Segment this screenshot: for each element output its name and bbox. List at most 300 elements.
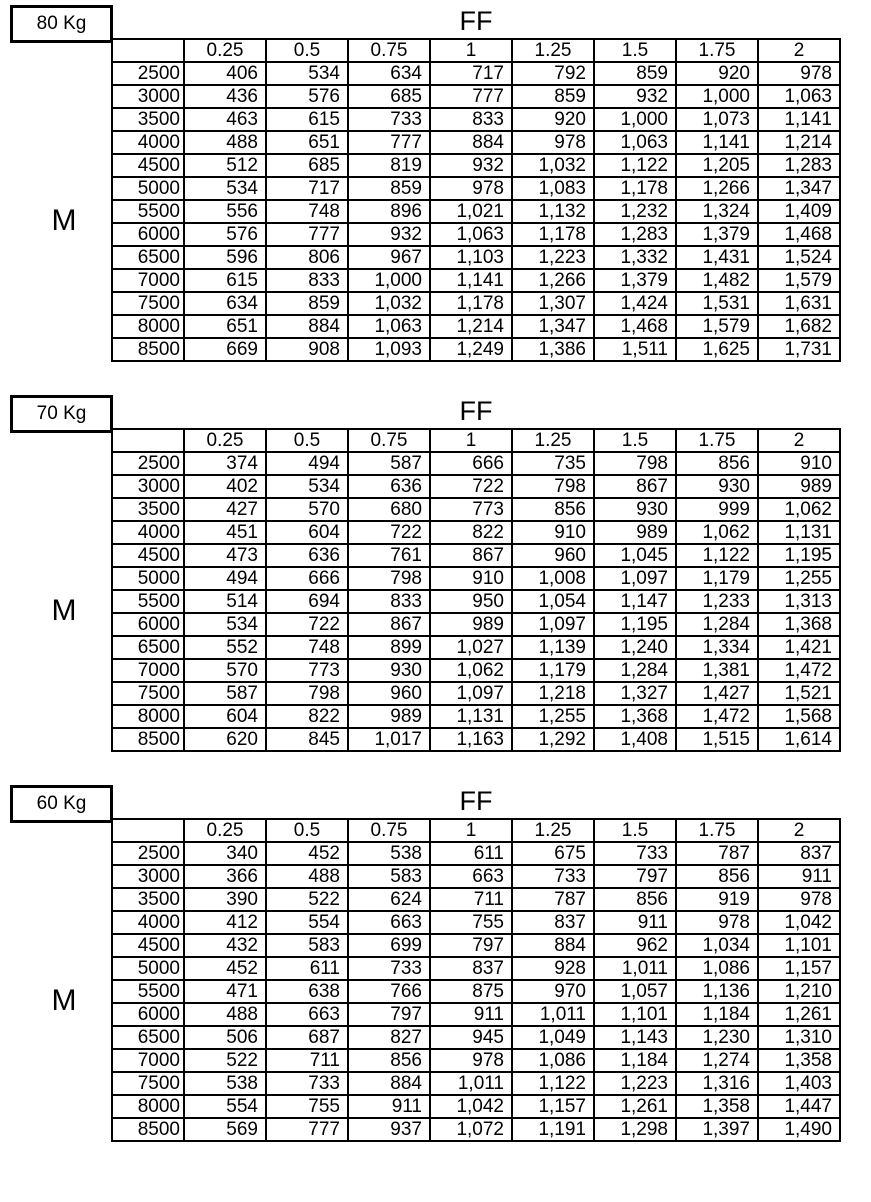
data-cell: 1,143 [594, 1026, 676, 1049]
data-cell: 570 [184, 659, 266, 682]
weight-table-section-80kg [0, 5, 871, 397]
data-cell: 675 [512, 842, 594, 865]
data-cell: 663 [266, 1003, 348, 1026]
row-header: 7500 [112, 682, 184, 705]
data-cell: 1,255 [758, 567, 840, 590]
data-cell: 427 [184, 498, 266, 521]
data-cell: 687 [266, 1026, 348, 1049]
data-cell: 748 [266, 636, 348, 659]
data-cell: 733 [348, 108, 430, 131]
table-row [112, 200, 840, 223]
data-cell: 1,408 [594, 728, 676, 751]
data-cell: 1,327 [594, 682, 676, 705]
table-row [112, 498, 840, 521]
column-header: 1.5 [594, 39, 676, 62]
data-cell: 1,579 [676, 315, 758, 338]
data-cell: 402 [184, 475, 266, 498]
row-header: 6000 [112, 223, 184, 246]
data-cell: 1,195 [594, 613, 676, 636]
weight-label-box: 70 Kg [10, 395, 113, 433]
data-cell: 978 [676, 911, 758, 934]
data-cell: 1,008 [512, 567, 594, 590]
table-row [112, 613, 840, 636]
data-cell: 1,283 [758, 154, 840, 177]
data-cell: 1,515 [676, 728, 758, 751]
table-row [112, 1095, 840, 1118]
row-header: 6000 [112, 613, 184, 636]
data-cell: 1,097 [512, 613, 594, 636]
data-cell: 1,032 [348, 292, 430, 315]
data-cell: 1,191 [512, 1118, 594, 1141]
data-table [111, 38, 841, 362]
row-header: 4500 [112, 934, 184, 957]
data-cell: 538 [184, 1072, 266, 1095]
row-header: 3000 [112, 85, 184, 108]
data-cell: 1,017 [348, 728, 430, 751]
table-title-ff: FF [459, 396, 493, 426]
data-cell: 1,358 [676, 1095, 758, 1118]
table-row [112, 452, 840, 475]
data-cell: 1,063 [348, 315, 430, 338]
data-cell: 1,141 [758, 108, 840, 131]
data-cell: 1,472 [676, 705, 758, 728]
data-cell: 1,063 [758, 85, 840, 108]
row-header: 7000 [112, 1049, 184, 1072]
data-cell: 777 [348, 131, 430, 154]
data-cell: 390 [184, 888, 266, 911]
data-cell: 1,062 [676, 521, 758, 544]
data-cell: 1,086 [676, 957, 758, 980]
data-cell: 989 [758, 475, 840, 498]
data-cell: 911 [594, 911, 676, 934]
data-cell: 867 [348, 613, 430, 636]
table-row [112, 957, 840, 980]
data-cell: 412 [184, 911, 266, 934]
data-cell: 833 [266, 269, 348, 292]
data-cell: 663 [348, 911, 430, 934]
column-header: 1.5 [594, 429, 676, 452]
data-cell: 522 [184, 1049, 266, 1072]
data-cell: 1,468 [594, 315, 676, 338]
row-header: 3000 [112, 865, 184, 888]
table-row [112, 223, 840, 246]
data-cell: 1,358 [758, 1049, 840, 1072]
data-cell: 822 [430, 521, 512, 544]
corner-cell [112, 819, 184, 842]
column-header: 0.5 [266, 429, 348, 452]
data-cell: 514 [184, 590, 266, 613]
data-cell: 787 [512, 888, 594, 911]
data-cell: 1,157 [512, 1095, 594, 1118]
data-cell: 1,101 [594, 1003, 676, 1026]
row-header: 6500 [112, 1026, 184, 1049]
data-cell: 1,122 [676, 544, 758, 567]
column-header: 0.25 [184, 39, 266, 62]
table-row [112, 934, 840, 957]
data-cell: 859 [348, 177, 430, 200]
data-cell: 717 [266, 177, 348, 200]
row-header: 2500 [112, 62, 184, 85]
data-cell: 576 [184, 223, 266, 246]
data-cell: 856 [594, 888, 676, 911]
data-cell: 552 [184, 636, 266, 659]
data-cell: 1,307 [512, 292, 594, 315]
data-cell: 1,731 [758, 338, 840, 361]
data-cell: 1,261 [758, 1003, 840, 1026]
data-cell: 932 [348, 223, 430, 246]
column-header-row [112, 819, 840, 842]
row-header: 4500 [112, 154, 184, 177]
table-row [112, 131, 840, 154]
data-cell: 970 [512, 980, 594, 1003]
table-row [112, 292, 840, 315]
data-cell: 1,403 [758, 1072, 840, 1095]
data-cell: 920 [512, 108, 594, 131]
data-cell: 583 [266, 934, 348, 957]
data-cell: 920 [676, 62, 758, 85]
data-cell: 1,097 [430, 682, 512, 705]
data-cell: 1,431 [676, 246, 758, 269]
data-cell: 735 [512, 452, 594, 475]
data-cell: 1,032 [512, 154, 594, 177]
data-cell: 1,062 [430, 659, 512, 682]
data-cell: 856 [512, 498, 594, 521]
data-cell: 1,184 [676, 1003, 758, 1026]
data-cell: 1,368 [594, 705, 676, 728]
data-cell: 638 [266, 980, 348, 1003]
data-cell: 1,233 [676, 590, 758, 613]
data-cell: 611 [266, 957, 348, 980]
data-cell: 1,122 [594, 154, 676, 177]
data-cell: 1,381 [676, 659, 758, 682]
data-cell: 1,292 [512, 728, 594, 751]
data-cell: 1,568 [758, 705, 840, 728]
data-cell: 777 [266, 1118, 348, 1141]
data-cell: 908 [266, 338, 348, 361]
table-row [112, 705, 840, 728]
data-cell: 911 [430, 1003, 512, 1026]
data-cell: 1,274 [676, 1049, 758, 1072]
table-row [112, 659, 840, 682]
data-cell: 1,255 [512, 705, 594, 728]
data-cell: 1,034 [676, 934, 758, 957]
data-cell: 651 [266, 131, 348, 154]
data-cell: 960 [348, 682, 430, 705]
table-row [112, 1049, 840, 1072]
data-cell: 1,141 [676, 131, 758, 154]
row-header: 7000 [112, 659, 184, 682]
data-cell: 452 [266, 842, 348, 865]
data-cell: 685 [348, 85, 430, 108]
column-header: 1.25 [512, 39, 594, 62]
column-header: 0.5 [266, 39, 348, 62]
data-cell: 451 [184, 521, 266, 544]
column-header: 2 [758, 429, 840, 452]
data-cell: 1,141 [430, 269, 512, 292]
weight-table-section-70kg [0, 395, 871, 787]
table-row [112, 475, 840, 498]
data-cell: 1,101 [758, 934, 840, 957]
column-header: 1.75 [676, 39, 758, 62]
row-header: 3500 [112, 498, 184, 521]
data-cell: 1,045 [594, 544, 676, 567]
data-cell: 967 [348, 246, 430, 269]
data-cell: 554 [266, 911, 348, 934]
data-cell: 978 [430, 1049, 512, 1072]
row-header: 5500 [112, 980, 184, 1003]
data-cell: 1,042 [758, 911, 840, 934]
table-row [112, 85, 840, 108]
data-cell: 837 [512, 911, 594, 934]
data-cell: 1,427 [676, 682, 758, 705]
data-cell: 1,131 [430, 705, 512, 728]
data-cell: 1,131 [758, 521, 840, 544]
data-cell: 1,511 [594, 338, 676, 361]
row-axis-label-m: M [51, 204, 77, 237]
data-cell: 733 [512, 865, 594, 888]
data-cell: 1,054 [512, 590, 594, 613]
table-row [112, 636, 840, 659]
data-cell: 1,083 [512, 177, 594, 200]
data-cell: 1,000 [348, 269, 430, 292]
data-cell: 432 [184, 934, 266, 957]
data-cell: 634 [348, 62, 430, 85]
table-row [112, 1003, 840, 1026]
data-cell: 1,063 [430, 223, 512, 246]
data-cell: 875 [430, 980, 512, 1003]
table-row [112, 980, 840, 1003]
data-cell: 837 [758, 842, 840, 865]
row-header: 6000 [112, 1003, 184, 1026]
data-cell: 711 [430, 888, 512, 911]
data-cell: 733 [266, 1072, 348, 1095]
row-header: 8500 [112, 1118, 184, 1141]
data-cell: 845 [266, 728, 348, 751]
table-title-ff: FF [459, 786, 493, 816]
data-cell: 1,011 [594, 957, 676, 980]
data-cell: 950 [430, 590, 512, 613]
data-cell: 797 [594, 865, 676, 888]
data-cell: 711 [266, 1049, 348, 1072]
data-cell: 733 [594, 842, 676, 865]
data-cell: 1,472 [758, 659, 840, 682]
row-header: 7500 [112, 292, 184, 315]
row-header: 4500 [112, 544, 184, 567]
column-header: 1 [430, 819, 512, 842]
data-cell: 1,531 [676, 292, 758, 315]
data-cell: 1,063 [594, 131, 676, 154]
table-row [112, 1072, 840, 1095]
data-cell: 806 [266, 246, 348, 269]
weight-table-section-60kg [0, 785, 871, 1177]
data-cell: 797 [348, 1003, 430, 1026]
data-cell: 494 [184, 567, 266, 590]
column-header: 2 [758, 39, 840, 62]
row-header: 4000 [112, 521, 184, 544]
data-cell: 919 [676, 888, 758, 911]
data-cell: 1,625 [676, 338, 758, 361]
data-cell: 856 [676, 452, 758, 475]
data-cell: 1,284 [594, 659, 676, 682]
column-header: 0.5 [266, 819, 348, 842]
data-cell: 615 [266, 108, 348, 131]
data-cell: 538 [348, 842, 430, 865]
data-cell: 989 [348, 705, 430, 728]
data-cell: 798 [348, 567, 430, 590]
data-cell: 722 [430, 475, 512, 498]
data-cell: 570 [266, 498, 348, 521]
data-cell: 1,163 [430, 728, 512, 751]
data-cell: 1,073 [676, 108, 758, 131]
column-header-row [112, 39, 840, 62]
data-cell: 534 [184, 177, 266, 200]
data-cell: 1,097 [594, 567, 676, 590]
data-cell: 1,421 [758, 636, 840, 659]
data-cell: 576 [266, 85, 348, 108]
data-cell: 1,447 [758, 1095, 840, 1118]
data-cell: 1,178 [512, 223, 594, 246]
column-header: 1 [430, 39, 512, 62]
data-cell: 604 [184, 705, 266, 728]
data-cell: 1,313 [758, 590, 840, 613]
corner-cell [112, 429, 184, 452]
column-header: 0.75 [348, 39, 430, 62]
data-cell: 884 [430, 131, 512, 154]
data-cell: 798 [512, 475, 594, 498]
data-cell: 1,334 [676, 636, 758, 659]
data-cell: 928 [512, 957, 594, 980]
row-header: 8500 [112, 728, 184, 751]
data-cell: 1,195 [758, 544, 840, 567]
data-cell: 717 [430, 62, 512, 85]
data-cell: 1,379 [594, 269, 676, 292]
data-cell: 374 [184, 452, 266, 475]
data-cell: 666 [430, 452, 512, 475]
table-row [112, 1026, 840, 1049]
data-cell: 773 [266, 659, 348, 682]
row-header: 6500 [112, 246, 184, 269]
data-cell: 859 [594, 62, 676, 85]
data-cell: 989 [430, 613, 512, 636]
data-cell: 896 [348, 200, 430, 223]
row-header: 7000 [112, 269, 184, 292]
data-cell: 569 [184, 1118, 266, 1141]
column-header-row [112, 429, 840, 452]
data-cell: 1,230 [676, 1026, 758, 1049]
data-cell: 488 [184, 1003, 266, 1026]
data-cell: 798 [266, 682, 348, 705]
data-cell: 1,214 [430, 315, 512, 338]
column-header: 2 [758, 819, 840, 842]
data-cell: 340 [184, 842, 266, 865]
data-cell: 766 [348, 980, 430, 1003]
data-cell: 833 [430, 108, 512, 131]
data-cell: 867 [430, 544, 512, 567]
row-header: 8000 [112, 315, 184, 338]
data-cell: 911 [758, 865, 840, 888]
data-cell: 1,631 [758, 292, 840, 315]
data-cell: 884 [512, 934, 594, 957]
row-axis-label-m: M [51, 594, 77, 627]
data-cell: 978 [758, 888, 840, 911]
data-cell: 884 [266, 315, 348, 338]
column-header: 1.75 [676, 429, 758, 452]
data-cell: 978 [758, 62, 840, 85]
data-cell: 798 [594, 452, 676, 475]
data-cell: 604 [266, 521, 348, 544]
row-header: 5500 [112, 590, 184, 613]
data-cell: 1,324 [676, 200, 758, 223]
data-cell: 1,218 [512, 682, 594, 705]
data-cell: 787 [676, 842, 758, 865]
data-cell: 1,682 [758, 315, 840, 338]
data-cell: 366 [184, 865, 266, 888]
data-cell: 473 [184, 544, 266, 567]
data-cell: 1,042 [430, 1095, 512, 1118]
column-header: 0.75 [348, 429, 430, 452]
data-cell: 636 [348, 475, 430, 498]
data-cell: 636 [266, 544, 348, 567]
table-title-ff: FF [459, 6, 493, 36]
data-cell: 1,179 [512, 659, 594, 682]
data-cell: 1,482 [676, 269, 758, 292]
data-cell: 1,397 [676, 1118, 758, 1141]
data-cell: 819 [348, 154, 430, 177]
row-header: 6500 [112, 636, 184, 659]
data-cell: 792 [512, 62, 594, 85]
data-cell: 733 [348, 957, 430, 980]
data-cell: 748 [266, 200, 348, 223]
weight-label-box: 60 Kg [10, 785, 113, 823]
data-cell: 663 [430, 865, 512, 888]
table-row [112, 865, 840, 888]
data-cell: 1,214 [758, 131, 840, 154]
data-cell: 722 [348, 521, 430, 544]
data-cell: 1,524 [758, 246, 840, 269]
data-cell: 856 [676, 865, 758, 888]
data-table [111, 818, 841, 1142]
column-header: 0.25 [184, 819, 266, 842]
data-cell: 1,178 [594, 177, 676, 200]
table-row [112, 108, 840, 131]
data-cell: 1,093 [348, 338, 430, 361]
data-cell: 1,249 [430, 338, 512, 361]
data-cell: 1,347 [512, 315, 594, 338]
data-cell: 1,284 [676, 613, 758, 636]
data-cell: 651 [184, 315, 266, 338]
row-header: 5000 [112, 957, 184, 980]
data-cell: 1,409 [758, 200, 840, 223]
data-cell: 777 [266, 223, 348, 246]
column-header: 0.75 [348, 819, 430, 842]
table-row [112, 154, 840, 177]
data-cell: 1,049 [512, 1026, 594, 1049]
data-cell: 910 [430, 567, 512, 590]
data-cell: 1,021 [430, 200, 512, 223]
data-cell: 1,386 [512, 338, 594, 361]
data-cell: 1,011 [512, 1003, 594, 1026]
table-row [112, 315, 840, 338]
data-cell: 488 [266, 865, 348, 888]
table-row [112, 338, 840, 361]
data-cell: 1,011 [430, 1072, 512, 1095]
data-cell: 1,332 [594, 246, 676, 269]
data-cell: 1,072 [430, 1118, 512, 1141]
row-header: 8000 [112, 705, 184, 728]
table-row [112, 246, 840, 269]
data-cell: 685 [266, 154, 348, 177]
data-cell: 978 [430, 177, 512, 200]
